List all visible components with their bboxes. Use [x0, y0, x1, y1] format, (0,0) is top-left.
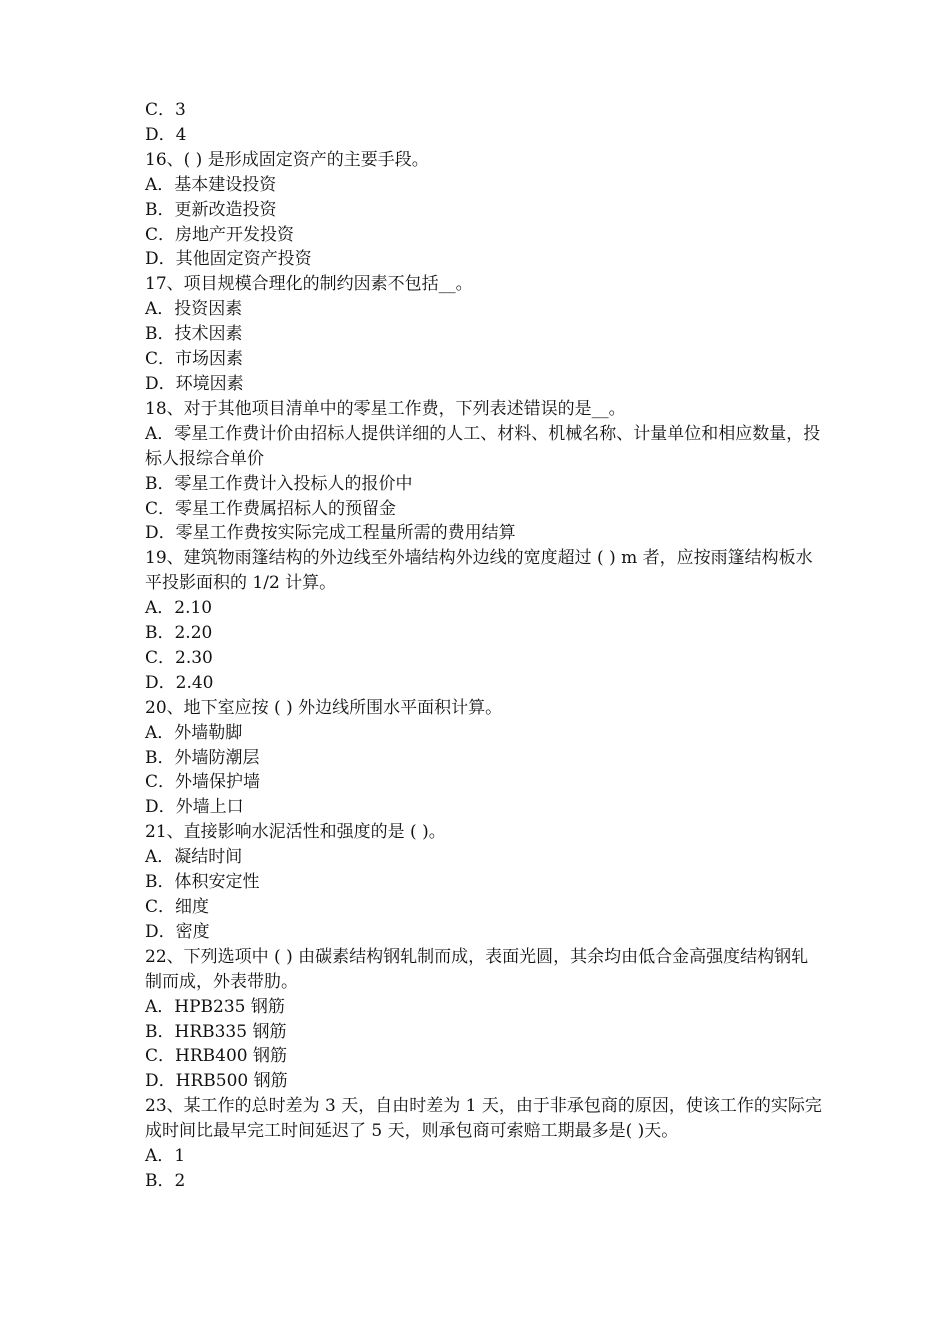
option-d: D．HRB500 钢筋: [145, 1071, 288, 1092]
option-c: C．2.30: [145, 647, 213, 668]
option-d: D．4: [145, 124, 187, 145]
option-c: C．外墙保护墙: [145, 772, 261, 793]
option-d: D．零星工作费按实际完成工程量所需的费用结算: [145, 523, 516, 544]
option-c: C．细度: [145, 897, 210, 917]
question-18: 18、对于其他项目清单中的零星工作费，下列表述错误的是__。: [145, 398, 626, 419]
option-a: A．基本建设投资: [145, 174, 277, 195]
option-d: D．密度: [145, 921, 210, 942]
option-b: B．体积安定性: [145, 872, 260, 893]
option-a: A．1: [145, 1146, 186, 1167]
option-b: B．技术因素: [145, 324, 243, 345]
option-b: B．2.20: [145, 623, 213, 644]
option-b: B．更新改造投资: [145, 199, 277, 220]
option-a: A．2.10: [145, 598, 213, 619]
option-d: D．环境因素: [145, 373, 244, 394]
option-b: B．2: [145, 1170, 186, 1191]
option-a: A．外墙勒脚: [145, 722, 243, 743]
option-b: B．零星工作费计入投标人的报价中: [145, 473, 413, 494]
question-22: 22、下列选项中 ( ) 由碳素结构钢轧制而成，表面光圆，其余均由低合金高强度结构钢轧制而成，外表带肋。: [145, 946, 809, 992]
option-a: A．投资因素: [145, 299, 243, 320]
option-c: C．HRB400 钢筋: [145, 1046, 287, 1067]
option-c: C．零星工作费属招标人的预留金: [145, 498, 397, 519]
question-20: 20、地下室应按 ( ) 外边线所围水平面积计算。: [145, 697, 503, 718]
question-19: 19、建筑物雨篷结构的外边线至外墙结构外边线的宽度超过 ( ) m 者，应按雨篷结构板水平投影面积的 1/2 计算。: [145, 548, 813, 594]
question-21: 21、直接影响水泥活性和强度的是 ( )。: [145, 822, 446, 843]
option-b: B．HRB335 钢筋: [145, 1021, 287, 1042]
question-23: 23、某工作的总时差为 3 天，自由时差为 1 天，由于非承包商的原因，使该工作的实际完成时间比最早完工时间延迟了 5 天，则承包商可索赔工期最多是( )天。: [145, 1096, 822, 1142]
option-d: D．外墙上口: [145, 797, 244, 818]
document-page: [145, 98, 825, 1194]
option-a: A．HPB235 钢筋: [145, 996, 285, 1017]
question-17: 17、项目规模合理化的制约因素不包括__。: [145, 274, 473, 295]
option-c: C．房地产开发投资: [145, 224, 295, 245]
question-16: 16、( ) 是形成固定资产的主要手段。: [145, 149, 429, 170]
option-d: D．2.40: [145, 672, 214, 693]
option-b: B．外墙防潮层: [145, 747, 260, 768]
option-d: D．其他固定资产投资: [145, 249, 312, 270]
option-c: C．市场因素: [145, 349, 244, 370]
option-a: A．零星工作费计价由招标人提供详细的人工、材料、机械名称、计量单位和相应数量，投标人报综合单价: [145, 423, 821, 469]
option-a: A．凝结时间: [145, 847, 243, 868]
option-c: C．3: [145, 100, 186, 120]
